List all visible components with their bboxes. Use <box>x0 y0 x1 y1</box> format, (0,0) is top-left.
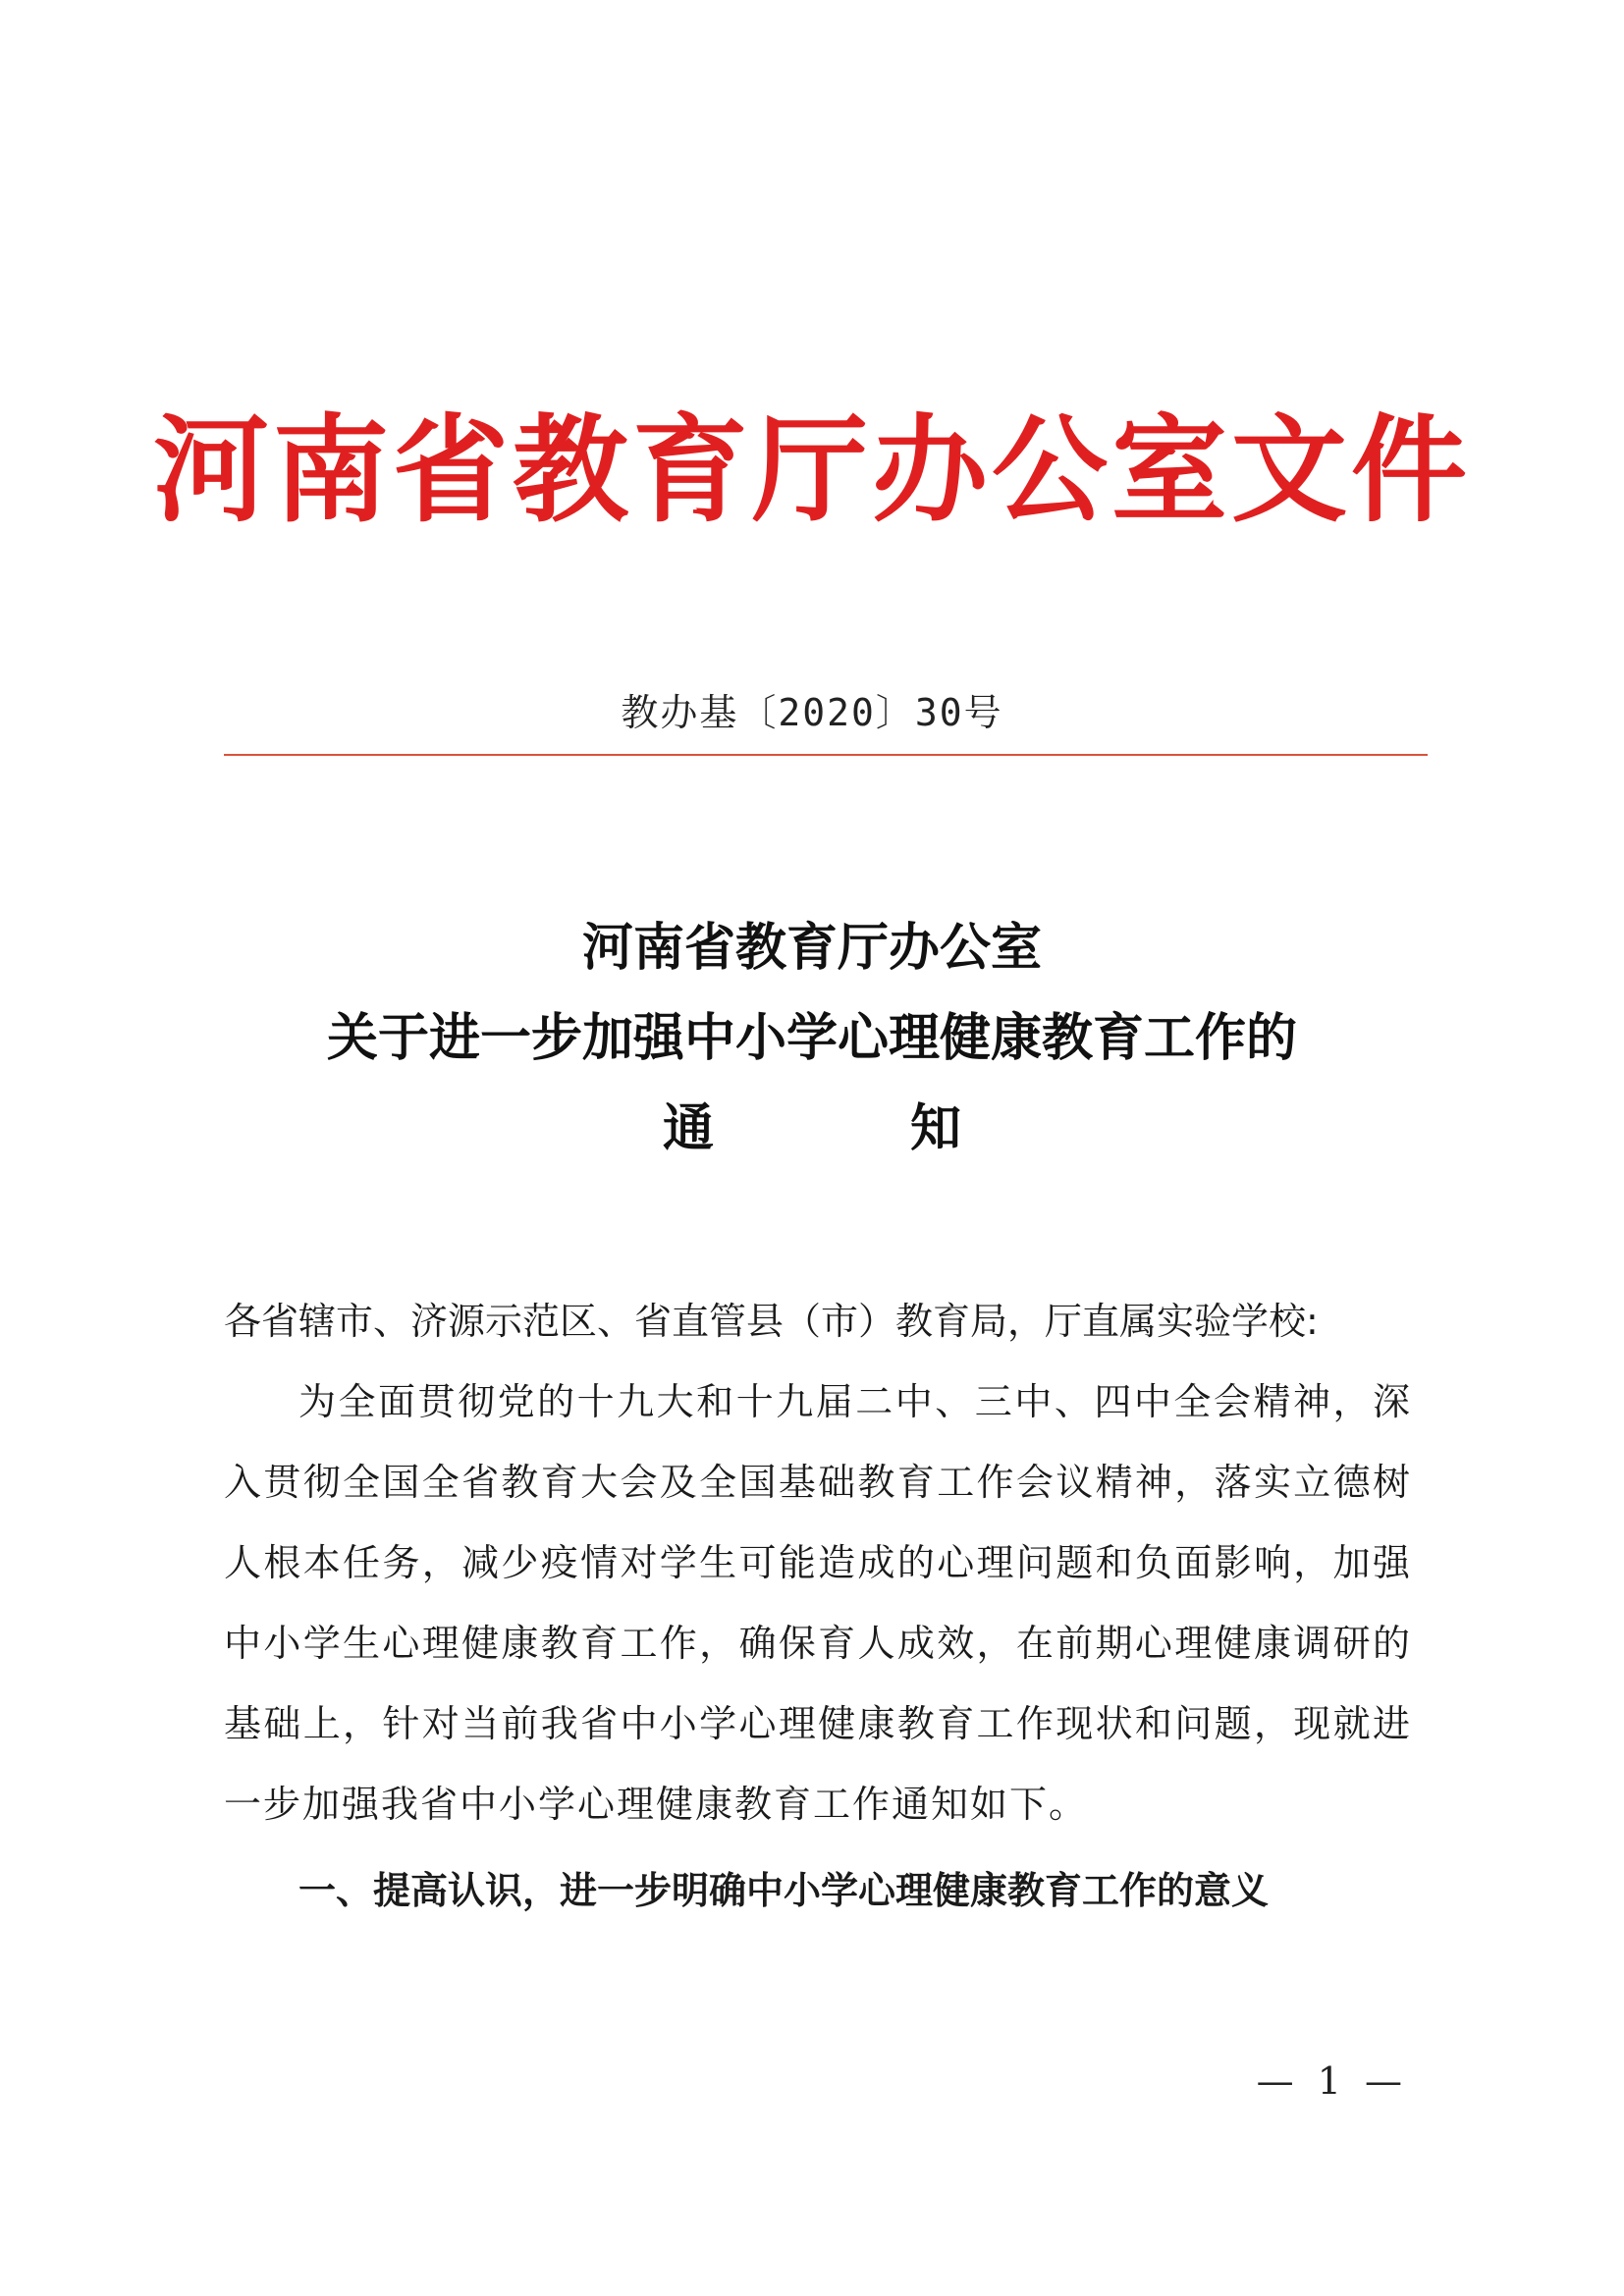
intro-paragraph: 为全面贯彻党的十九大和十九届二中、三中、四中全会精神，深入贯彻全国全省教育大会及全国基础教育工作会议精神，落实立德树人根本任务，减少疫情对学生可能造成的心理问题和负面影响，加强中小学生心理健康教育工作，确保育人成效，在前期心理健康调研的基础上，针对当前我省中小学心理健康教育工作现状和问题，现就进一步加强我省中小学心理健康教育工作通知如下。 <box>224 1380 1412 1826</box>
page-number: — 1 — <box>1256 2059 1408 2103</box>
document-number: 教办基〔2020〕30号 <box>621 691 1003 734</box>
notice-title-line1: 河南省教育厅办公室 <box>581 918 1042 978</box>
salutation: 各省辖市、济源示范区、省直管县（市）教育局，厅直属实验学校: <box>224 1300 1319 1343</box>
masthead-title: 河南省教育厅办公室文件 <box>152 401 1471 538</box>
notice-body <box>224 1281 1412 1931</box>
section-heading-1: 一、提高认识，进一步明确中小学心理健康教育工作的意义 <box>298 1869 1270 1912</box>
notice-title-line3: 通知 <box>662 1098 1158 1158</box>
red-separator-rule <box>224 754 1428 756</box>
notice-title <box>0 903 1624 1174</box>
notice-title-line2: 关于进一步加强中小学心理健康教育工作的 <box>326 1008 1297 1068</box>
